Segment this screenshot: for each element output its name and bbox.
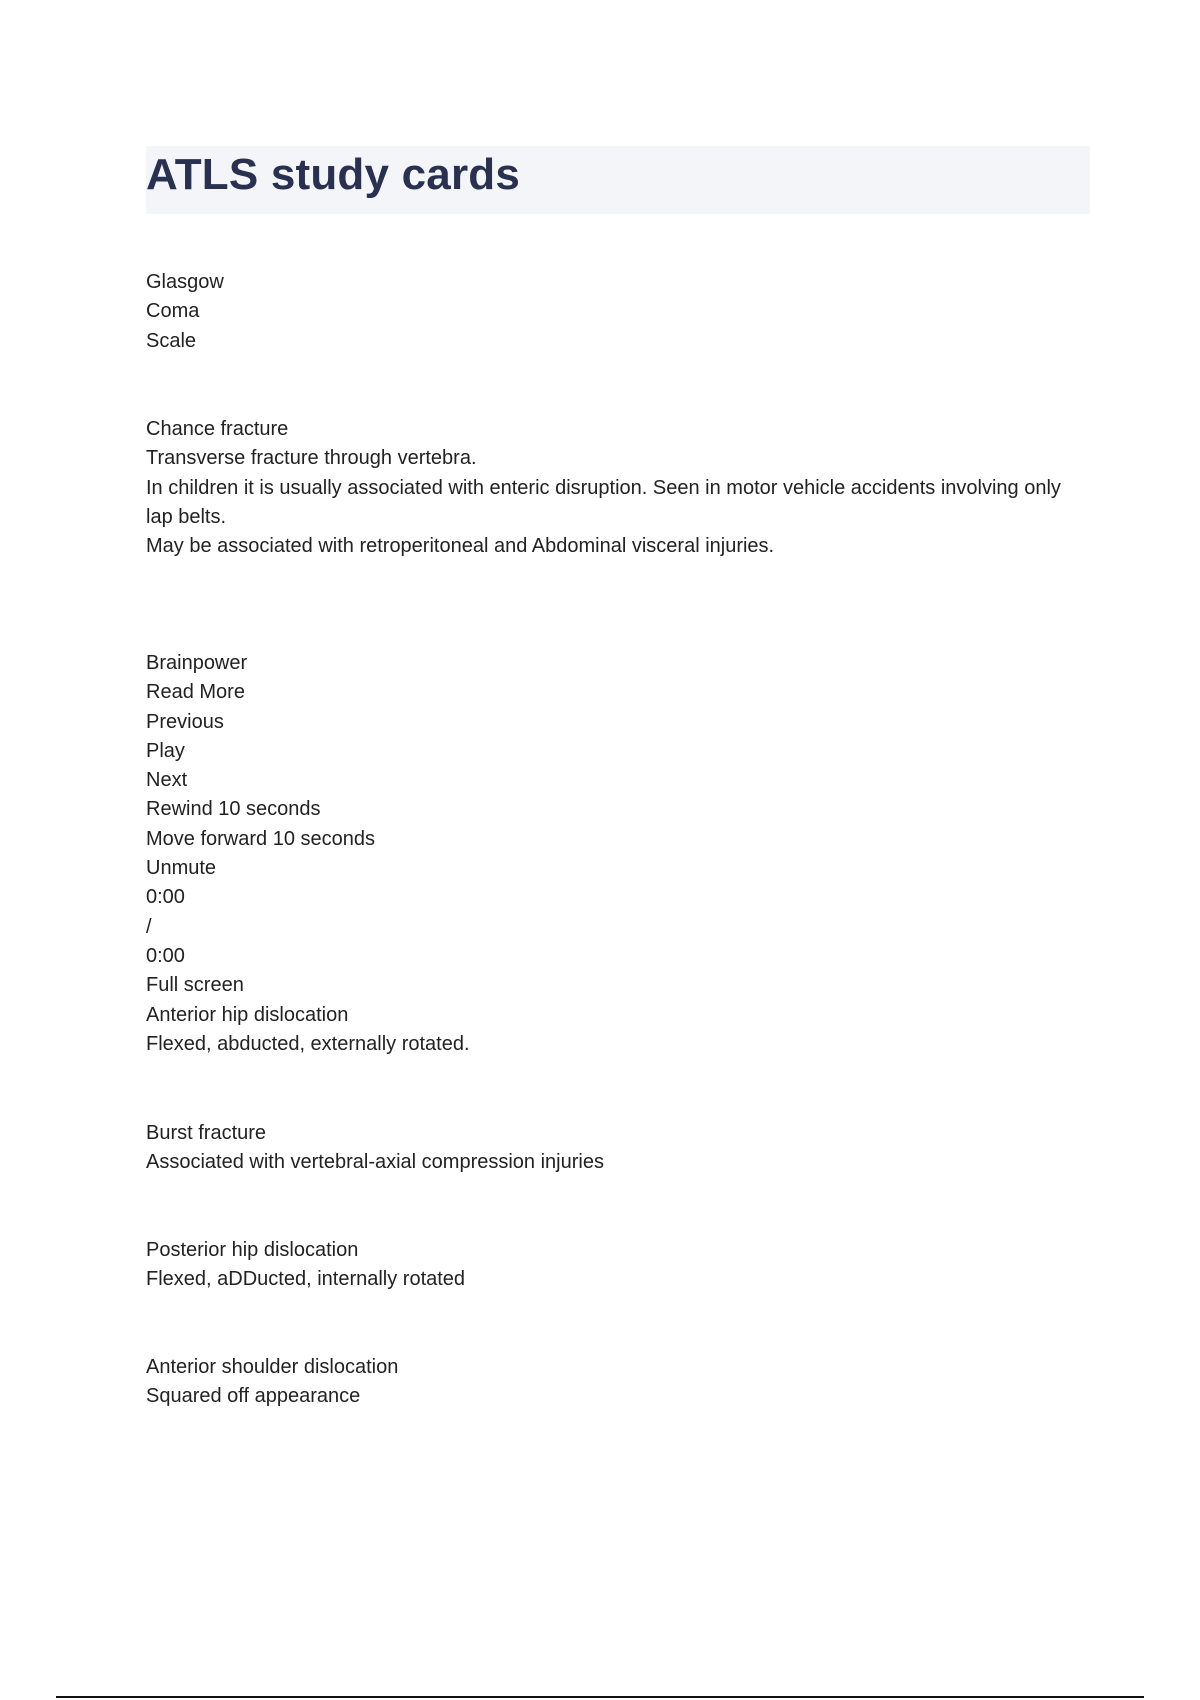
card-definition: Associated with vertebral-axial compression injuries	[146, 1151, 604, 1174]
card-term: Burst fracture	[146, 1122, 267, 1144]
card-chance-fracture	[146, 415, 1066, 561]
card-glasgow	[146, 268, 1066, 356]
time-separator: /	[146, 915, 152, 938]
card-term-line: Coma	[146, 300, 200, 323]
card-term: Anterior hip dislocation	[146, 1003, 349, 1026]
unmute-button[interactable]: Unmute	[146, 857, 217, 880]
card-term: Posterior hip dislocation	[146, 1239, 359, 1261]
card-burst-fracture	[146, 1119, 1066, 1178]
card-definition: Flexed, abducted, externally rotated.	[146, 1032, 470, 1055]
card-definition: May be associated with retroperitoneal and Abdominal visceral injuries.	[146, 535, 775, 558]
read-more-link[interactable]: Read More	[146, 681, 245, 704]
card-definition: Squared off appearance	[146, 1385, 361, 1408]
duration: 0:00	[146, 944, 185, 967]
card-definition: Flexed, aDDucted, internally rotated	[146, 1268, 466, 1291]
footer-divider	[56, 1696, 1144, 1698]
card-term: Chance fracture	[146, 418, 289, 440]
play-button[interactable]: Play	[146, 739, 185, 762]
player-brand: Brainpower	[146, 652, 248, 674]
rewind-button[interactable]: Rewind 10 seconds	[146, 798, 321, 821]
card-posterior-hip	[146, 1236, 1066, 1295]
previous-button[interactable]: Previous	[146, 710, 224, 733]
card-definition: In children it is usually associated with enteric disruption. Seen in motor vehicle accidents involving only lap belts.	[146, 476, 1061, 528]
card-term: Anterior shoulder dislocation	[146, 1356, 399, 1378]
page-title: ATLS study cards	[146, 150, 521, 199]
full-screen-button[interactable]: Full screen	[146, 974, 244, 997]
current-time: 0:00	[146, 886, 185, 909]
title-banner	[146, 146, 1090, 214]
audio-player	[146, 649, 1066, 1059]
next-button[interactable]: Next	[146, 769, 188, 792]
card-term-line: Glasgow	[146, 271, 224, 293]
card-term-line: Scale	[146, 329, 197, 352]
card-anterior-shoulder	[146, 1353, 1066, 1412]
card-definition: Transverse fracture through vertebra.	[146, 447, 477, 470]
forward-button[interactable]: Move forward 10 seconds	[146, 827, 376, 850]
